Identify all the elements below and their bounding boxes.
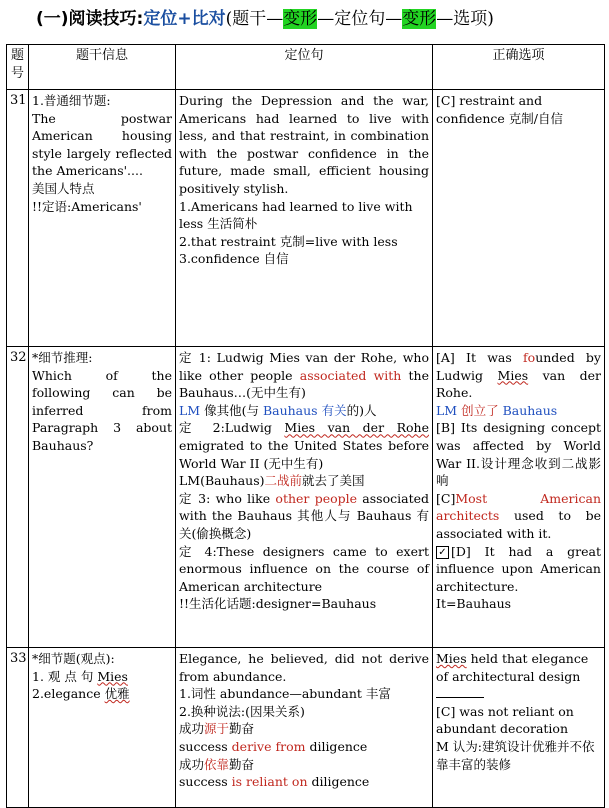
analysis-line: 1.Americans had learned to live with less 生活简朴 xyxy=(179,198,413,232)
answer-cell xyxy=(433,90,605,347)
title-method: 定位+比对 xyxy=(143,9,226,29)
question-note: 美国人特点 xyxy=(32,180,95,196)
analysis-line: 2.that restraint 克制=live with less xyxy=(179,233,398,249)
locating-sentence-3: 定 3: who like other people associated with the Bauhaus 其他人与 Bauhaus 有关(偷换概念) xyxy=(179,490,429,541)
header-number: 题号 xyxy=(7,45,29,90)
example-line: success derive from diligence xyxy=(179,738,368,754)
answer-text: [C] was not reliant on abundant decoration xyxy=(436,703,574,737)
question-cell xyxy=(29,648,176,808)
example-line: 成功源于勤奋 xyxy=(179,721,255,737)
row-number: 32 xyxy=(7,347,29,648)
row-number: 31 xyxy=(7,90,29,347)
option-d-note: It=Bauhaus xyxy=(436,596,512,612)
question-type: 1.普通细节题: xyxy=(32,93,111,108)
question-type: *细节题(观点): xyxy=(32,651,115,666)
locating-sentence: Elegance, he believed, did not derive from abundance. xyxy=(179,651,429,684)
locating-cell xyxy=(176,90,433,347)
question-stem: The postwar American housing style largely reflected the Americans'.... xyxy=(32,110,172,179)
title-close: —选项) xyxy=(436,9,494,29)
locating-cell xyxy=(176,648,433,808)
question-note: 2.elegance 优雅 xyxy=(32,686,130,702)
table-row xyxy=(7,347,605,648)
title-prefix: (一)阅读技巧: xyxy=(36,9,144,29)
header-locating-sentence: 定位句 xyxy=(176,45,433,90)
analysis-line: LM(Bauhaus)二战前就去了美国 xyxy=(179,473,365,489)
answer-cell xyxy=(433,347,605,648)
table-row xyxy=(7,90,605,347)
analysis-line: 2.换种说法:(因果关系) xyxy=(179,703,305,719)
answer-blank xyxy=(436,685,601,703)
checkmark-icon: ✓ xyxy=(436,546,449,559)
question-cell xyxy=(29,90,176,347)
row-number: 33 xyxy=(7,648,29,808)
analysis-line: 3.confidence 自信 xyxy=(179,251,289,267)
question-cell xyxy=(29,347,176,648)
example-line: 成功依靠勤奋 xyxy=(179,756,255,772)
answer-translation: M 认为:建筑设计优雅并不依靠丰富的装修 xyxy=(436,738,595,772)
locating-sentence-1: 定 1: Ludwig Mies van der Rohe, who like other people associated with the Bauhaus…(无中生有) xyxy=(179,350,430,401)
question-hint: !!定语:Americans' xyxy=(32,198,142,214)
answer-stem: Mies held that elegance of architectural design xyxy=(436,651,589,684)
answer-cell xyxy=(433,648,605,808)
option-d: ✓ [D] It had a great influence upon American architecture. xyxy=(436,543,601,594)
header-correct-option: 正确选项 xyxy=(433,45,605,90)
table-row xyxy=(7,648,605,808)
title-open: (题干— xyxy=(225,9,284,29)
locating-sentence-2: 定 2:Ludwig Mies van der Rohe emigrated to the United States before World War II (无中生有) xyxy=(179,420,429,471)
section-title xyxy=(36,4,494,29)
locating-sentence: During the Depression and the war, Americans had learned to live with less, and that restraint, in combination with the postwar confidence in the future, made small, efficient housing positively stylish. xyxy=(179,93,429,196)
analysis-hint: !!生活化话题:designer=Bauhaus xyxy=(179,596,377,612)
locating-cell xyxy=(176,347,433,648)
title-highlight-1: 变形 xyxy=(283,9,318,29)
answer-text: [C] restraint and confidence 克制/自信 xyxy=(436,93,563,126)
option-c: [C]Most American architects used to be associated with it. xyxy=(436,490,601,541)
question-stem: Which of the following can be inferred from Paragraph 3 about Bauhaus? xyxy=(32,367,172,453)
locating-sentence-4: 定 4:These designers came to exert enormous influence on the course of American architecture xyxy=(179,543,429,594)
analysis-line: 1.词性 abundance—abundant 丰富 xyxy=(179,686,391,702)
question-type: *细节推理: xyxy=(32,350,93,365)
option-b: [B] Its designing concept was affected by World War II.设计理念收到二战影响 xyxy=(436,420,601,489)
option-a: [A] It was founded by Ludwig Mies van der Rohe. xyxy=(436,350,601,401)
analysis-line: LM 像其他(与 Bauhaus 有关的)人 xyxy=(179,402,377,418)
option-a-note: LM 创立了 Bauhaus xyxy=(436,402,558,418)
example-line: success is reliant on diligence xyxy=(179,774,370,790)
header-question: 题干信息 xyxy=(29,45,176,90)
reading-skills-table xyxy=(6,44,605,808)
title-mid: —定位句— xyxy=(317,9,403,29)
title-highlight-2: 变形 xyxy=(402,9,437,29)
question-note: 1. 观 点 句 Mies xyxy=(32,668,128,684)
table-header-row xyxy=(7,45,605,90)
